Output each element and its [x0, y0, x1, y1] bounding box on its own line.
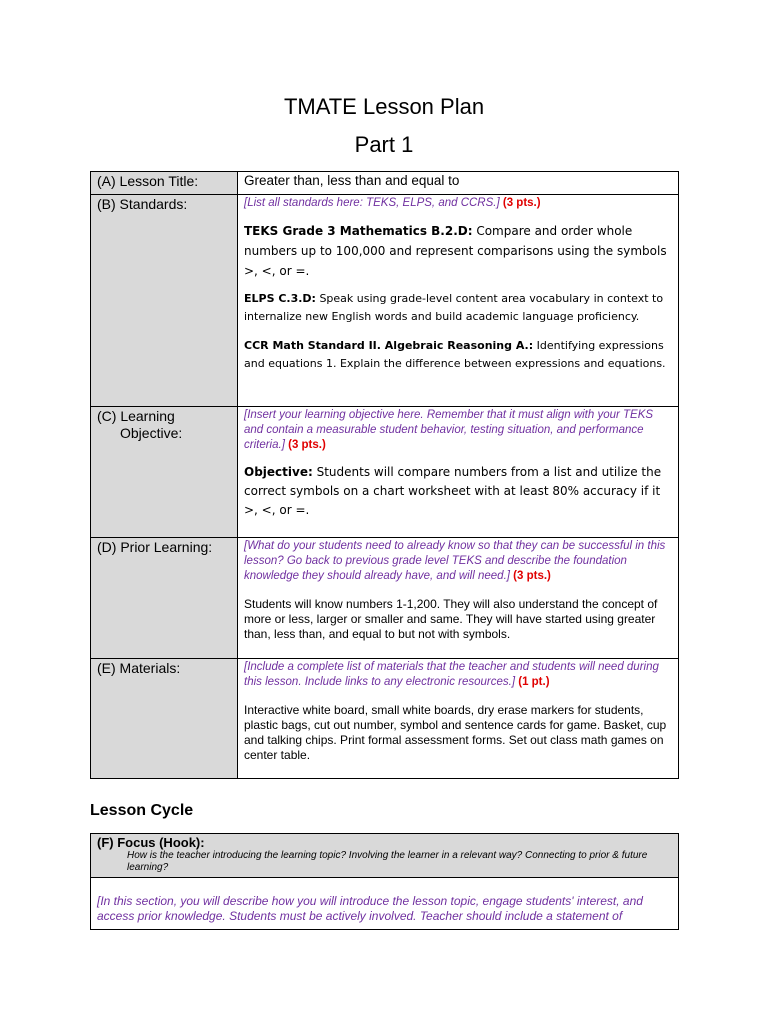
lesson-plan-table [90, 171, 679, 779]
row-focus-body [91, 878, 679, 930]
page-subtitle: Part 1 [354, 132, 414, 157]
materials-hint: [Include a complete list of materials that the teacher and students will need during this lesson. Include links to any electronic resources.] [244, 661, 659, 688]
row-learning-objective [91, 407, 679, 538]
label-learning-line2: Objective: [120, 425, 183, 441]
objective-cell [238, 407, 679, 538]
focus-header-cell [91, 834, 679, 878]
label-prior-learning: (D) Prior Learning: [91, 538, 238, 659]
ccr-text: Identifying expressions and equations 1. Explain the difference between expressions and equations. [244, 339, 666, 370]
standards-hint: [List all standards here: TEKS, ELPS, and CCRS.] [244, 197, 500, 209]
materials-text: Interactive white board, small white boards, dry erase markers for students, plastic bags, cut out number, symbol and sentence cards for game. Basket, cup and talking chips. Print formal assessment forms. Set out class math games on center table. [244, 703, 667, 762]
focus-subtitle: How is the teacher introducing the learning topic? Involving the learner in a relevant way? Connecting to prior & future learning? [127, 850, 648, 873]
standards-cell [238, 195, 679, 407]
row-prior-learning [91, 538, 679, 659]
lesson-cycle-heading: Lesson Cycle [90, 802, 194, 819]
prior-learning-cell [238, 538, 679, 659]
objective-pts: (3 pts.) [288, 439, 326, 451]
elps-text: Speak using grade-level content area vocabulary in context to internalize new English words and build academic language proficiency. [244, 292, 664, 323]
lesson-title-value: Greater than, less than and equal to [238, 172, 679, 195]
label-learning-line1: (C) Learning [97, 408, 175, 424]
objective-text: Students will compare numbers from a list and utilize the correct symbols on a chart worksheet with at least 80% accuracy if it >, <, or =. [244, 465, 662, 517]
objective-hint: [Insert your learning objective here. Remember that it must align with your TEKS and contain a measurable student behavior, testing situation, and performance criteria.] [244, 409, 654, 451]
page-title: TMATE Lesson Plan [283, 94, 485, 119]
label-learning-objective [91, 407, 238, 538]
label-standards: (B) Standards: [91, 195, 238, 407]
materials-cell [238, 659, 679, 779]
teks-text: Compare and order whole numbers up to 100,000 and represent comparisons using the symbols >, <, or =. [244, 224, 667, 278]
focus-body-cell [91, 878, 679, 930]
materials-pts: (1 pt.) [518, 676, 550, 688]
standards-pts: (3 pts.) [502, 197, 541, 209]
prior-hint: [What do your students need to already know so that they can be successful in this lesson? Go back to previous grade level TEKS and describe the foundation knowledge they should already have, and will need.] [244, 540, 666, 582]
row-lesson-title [91, 172, 679, 195]
focus-hint: [In this section, you will describe how you will introduce the lesson topic, engage students' interest, and access prior knowledge. Students must be actively involved. Teacher should include a statement of [97, 894, 643, 923]
prior-pts: (3 pts.) [513, 570, 551, 582]
row-materials [91, 659, 679, 779]
lesson-cycle-table [90, 833, 679, 930]
focus-title: (F) Focus (Hook): [97, 835, 205, 850]
row-standards [91, 195, 679, 407]
objective-label: Objective: [244, 465, 313, 479]
row-focus-header [91, 834, 679, 878]
ccr-label: CCR Math Standard II. Algebraic Reasoning A.: [244, 339, 534, 352]
prior-text: Students will know numbers 1-1,200. They will also understand the concept of more or less, larger or smaller and same. They will have started using greater than, less than, and equal to but not with symbols. [244, 597, 658, 641]
teks-label: TEKS Grade 3 Mathematics B.2.D: [244, 224, 473, 238]
label-lesson-title: (A) Lesson Title: [91, 172, 238, 195]
elps-label: ELPS C.3.D: [244, 292, 316, 305]
label-materials: (E) Materials: [91, 659, 238, 779]
